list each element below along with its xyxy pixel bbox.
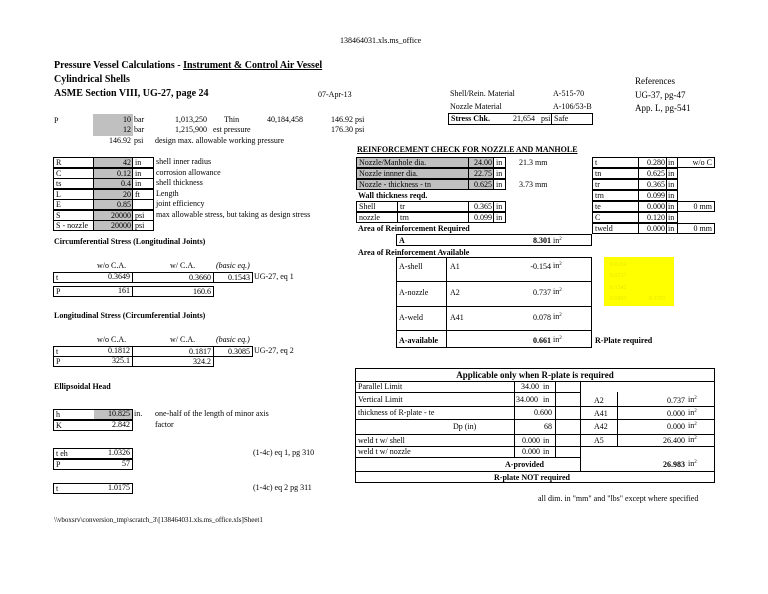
te-value: 0.600: [534, 408, 552, 417]
param-description: max allowable stress, but taking as design stress: [156, 210, 311, 219]
teh-row: t eh: [53, 448, 133, 459]
yellow-text-1: 0.0154: [610, 262, 627, 268]
stress-check-status: Safe: [554, 114, 569, 123]
circ-t-basic: 0.1543: [213, 272, 253, 283]
param-unit: in: [132, 178, 154, 189]
shell-tr-label: tr: [397, 201, 469, 212]
rp-a41-label: A41: [594, 409, 608, 418]
circumferential-title: Circumferential Stress (Longitudinal Joints): [54, 237, 206, 246]
nozzle-thk-mm: 3.73 mm: [519, 180, 548, 189]
page-title: [54, 61, 322, 71]
param-value: 20: [93, 189, 133, 200]
param-label: S: [53, 210, 94, 221]
basic-eq-header: (basic eq.): [216, 261, 250, 270]
h-unit: in.: [134, 409, 143, 418]
rp-a42-unit: $in^2$: [688, 421, 697, 430]
right-param-value: 0.625: [638, 168, 667, 179]
long-p-label: P: [53, 356, 133, 367]
file-header: 138464031.xls.ms_office: [340, 36, 422, 45]
rp-a41-value: 0.000: [667, 409, 685, 418]
shell-material-label: Shell/Rein. Material: [450, 89, 515, 98]
nozzle-inner-value: 22.75: [468, 168, 494, 179]
circ-p-label: P: [53, 286, 133, 297]
nozzle-material: A-106/53-B: [553, 102, 592, 111]
teh-equation: (1-4c) eq 1, pg 310: [253, 448, 315, 457]
right-param-unit: in: [666, 157, 678, 168]
value-4: 146.92 psi: [331, 115, 365, 124]
psi-unit: psi: [134, 136, 144, 145]
ph-value: 57: [122, 459, 130, 468]
area-required-box: [396, 234, 592, 246]
rp-a2-label: A2: [594, 396, 604, 405]
param-label: R: [53, 157, 94, 168]
value-2: 40,184,458: [267, 115, 303, 124]
param-description: joint efficiency: [156, 199, 205, 208]
p-label: P: [54, 116, 59, 125]
divider: [396, 306, 592, 307]
param-value: 0.85: [93, 199, 133, 210]
right-param-value: 0.120: [638, 212, 667, 223]
nozzle-material-label: Nozzle Material: [450, 102, 502, 111]
divider: [551, 113, 552, 125]
reinforcement-title: REINFORCEMENT CHECK FOR NOZZLE AND MANHOLE: [357, 145, 578, 154]
p-description: design max. allowable working pressure: [155, 136, 285, 145]
right-param-unit: in: [666, 190, 678, 201]
yellow-text-4: 0.0493: [610, 296, 627, 302]
parallel-limit-value: 34.00: [521, 382, 539, 391]
divider: [355, 434, 715, 435]
a41-value: 0.078: [533, 313, 551, 322]
t2-row: t: [53, 483, 133, 494]
rp-a5-unit: $in^2$: [688, 435, 697, 444]
param-description: shell inner radius: [156, 157, 212, 166]
param-unit: in: [132, 168, 154, 179]
param-label: ts: [53, 178, 94, 189]
divider: [396, 281, 592, 282]
long-t-wo-value: 0.1812: [108, 346, 130, 355]
est-pressure-label: est pressure: [213, 125, 251, 134]
a1-value: -0.154: [530, 262, 551, 271]
nozzle-label: nozzle: [356, 212, 398, 223]
parallel-limit-label: Parallel Limit: [358, 382, 403, 391]
nozzle-dia-value: 24.00: [468, 157, 494, 168]
param-value: 0.4: [93, 178, 133, 189]
subtitle: Cylindrical Shells: [54, 74, 130, 85]
shell-tr-unit: in: [493, 201, 506, 212]
right-param-extra: 0 mm: [677, 223, 715, 234]
nozzle-thk-label: Nozzle - thickness - tn: [356, 179, 469, 190]
a-shell-label: A-shell: [399, 262, 423, 271]
weld-nozzle-label: weld t w/ nozzle: [358, 447, 411, 456]
a-unit: $in^2$: [553, 236, 562, 245]
right-param-unit: in: [666, 168, 678, 179]
right-param-unit: in: [666, 201, 678, 212]
long-t-w: 0.1817: [132, 346, 214, 357]
parallel-limit-unit: in: [543, 382, 550, 391]
a-provided-unit: $in^2$: [688, 459, 697, 468]
rp-a2-unit: $in^2$: [688, 395, 697, 404]
area-available-label: Area of Reinforcement Available: [358, 248, 470, 257]
nozzle-dia-label: Nozzle/Manhole dia.: [356, 157, 469, 168]
a-available-value: 0.661: [533, 336, 551, 345]
k-value: 2.842: [112, 420, 130, 429]
nozzle-trn-value: 0.099: [468, 212, 494, 223]
param-unit: in: [132, 157, 154, 168]
yellow-text-2: 0.0717: [610, 273, 627, 279]
a2-unit: $in^2$: [553, 287, 562, 296]
param-label: E: [53, 199, 94, 210]
param-label: L: [53, 189, 94, 200]
right-param-unit: in: [666, 212, 678, 223]
right-param-value: 0.365: [638, 179, 667, 190]
h-value: 10.825: [108, 409, 130, 418]
rp-a41-unit: $in^2$: [688, 408, 697, 417]
k-row: K: [53, 420, 133, 431]
right-param-label: tr: [592, 179, 639, 190]
long-basic-eq-header: (basic eq.): [216, 335, 250, 344]
weld-shell-value: 0.000: [522, 436, 540, 445]
w-ca-header: w/ C.A.: [170, 261, 196, 270]
right-param-label: tn: [592, 168, 639, 179]
nozzle-inner-label: Nozzle innner dia.: [356, 168, 469, 179]
param-unit: [132, 199, 154, 210]
rp-a42-value: 0.000: [667, 422, 685, 431]
divider: [396, 330, 592, 331]
thin-label: Thin: [224, 115, 240, 124]
nozzle-thk-unit: in: [493, 179, 506, 190]
reference-2: App. L, pg-541: [635, 103, 691, 113]
teh-value: 1.0326: [108, 448, 130, 457]
a2-label: A2: [450, 288, 460, 297]
long-t-basic: 0.3085: [213, 346, 253, 357]
divider: [514, 381, 515, 457]
divider: [355, 419, 715, 420]
param-value: 20000: [93, 220, 133, 231]
right-param-extra: 0 mm: [677, 201, 715, 212]
divider: [446, 257, 447, 348]
param-label: C: [53, 168, 94, 179]
vertical-limit-value: 34.000: [516, 395, 538, 404]
dp-value: 68: [544, 422, 552, 431]
shell-tr-value: 0.365: [468, 201, 494, 212]
shell-label: Shell: [356, 201, 398, 212]
bar-unit-2: bar: [134, 125, 145, 134]
rp-a5-label: A5: [594, 436, 604, 445]
param-description: corrosion allowance: [156, 168, 221, 177]
param-description: Length: [156, 189, 179, 198]
divider: [355, 392, 580, 393]
vertical-limit-unit: in: [543, 395, 550, 404]
te-label: thickness of R-plate - te: [358, 408, 435, 417]
a-weld-label: A-weld: [399, 313, 423, 322]
nozzle-dia-mm: 21.3 mm: [519, 158, 548, 167]
t2-equation: (1-4c) eq 2 pg 311: [253, 483, 312, 492]
weld-shell-unit: in: [543, 436, 550, 445]
divider: [355, 471, 715, 472]
right-param-value: 0.000: [638, 223, 667, 234]
p-bar-2: 12: [123, 125, 131, 134]
circ-t-label: t: [53, 272, 133, 283]
nozzle-thk-value: 0.625: [468, 179, 494, 190]
shell-material: A-515-70: [553, 89, 585, 98]
a-available-unit: $in^2$: [553, 335, 562, 344]
a-value: 8.301: [533, 236, 551, 245]
ph-row: P: [53, 459, 133, 470]
a1-label: A1: [450, 262, 460, 271]
t2-value: 1.0175: [108, 483, 130, 492]
divider: [355, 457, 580, 458]
right-param-value: 0.280: [638, 157, 667, 168]
value-3: 1,215,900: [175, 125, 207, 134]
reference-1: UG-37, pg-47: [635, 90, 686, 100]
wo-ca-header: w/o C.A.: [97, 261, 127, 270]
references-label: References: [635, 76, 675, 86]
right-param-label: C: [592, 212, 639, 223]
right-param-label: te: [592, 201, 639, 212]
stress-check-value: 21,654: [513, 114, 535, 123]
wall-thickness-label: Wall thickness reqd.: [358, 191, 428, 200]
rp-a2-value: 0.737: [667, 396, 685, 405]
p-bar-1: 10: [123, 115, 131, 124]
weld-shell-label: weld t w/ shell: [358, 436, 405, 445]
a2-value: 0.737: [533, 288, 551, 297]
a41-unit: $in^2$: [553, 312, 562, 321]
yellow-text-3: 0.1542: [610, 285, 627, 291]
nozzle-trn-label: trn: [397, 212, 469, 223]
divider: [355, 406, 715, 407]
long-p-wo-value: 325.1: [112, 356, 130, 365]
a-nozzle-label: A-nozzle: [399, 288, 429, 297]
p-psi: 146.92: [109, 136, 131, 145]
code-reference: ASME Section VIII, UG-27, page 24: [54, 88, 209, 99]
footnote: all dim. in "mm" and "lbs" except where specified: [538, 494, 699, 503]
footer-path: \\vboxsrv\conversion_tmp\scratch_3\[138464031.xls.ms_office.xls]Sheet1: [54, 516, 263, 524]
a-provided-label: A-provided: [505, 460, 544, 469]
divider: [580, 381, 581, 471]
right-param-label: trn: [592, 190, 639, 201]
title-vessel: Instrument & Control Air Vessel: [183, 60, 323, 71]
a-available-label: A-available: [399, 336, 439, 345]
h-description: one-half of the length of minor axis: [155, 409, 269, 418]
rplate-not-required: R-plate NOT required: [494, 473, 571, 482]
vertical-limit-label: Vertical Limit: [358, 395, 403, 404]
value-5: 176.30 psi: [331, 125, 365, 134]
yellow-text-5: 0.3701: [649, 296, 666, 302]
param-description: shell thickness: [156, 178, 203, 187]
nozzle-dia-unit: in: [493, 157, 506, 168]
date: 07-Apr-13: [318, 90, 352, 99]
param-unit: ft: [132, 189, 154, 200]
rplate-required: R-Plate required: [595, 336, 653, 345]
value-1: 1,013,250: [175, 115, 207, 124]
weld-nozzle-unit: in: [543, 447, 550, 456]
nozzle-trn-unit: in: [493, 212, 506, 223]
param-value: 0.12: [93, 168, 133, 179]
circ-p-wo-value: 161: [118, 286, 130, 295]
a1-unit: $in^2$: [553, 261, 562, 270]
divider: [555, 381, 556, 457]
divider: [617, 392, 618, 446]
area-required-label: Area of Reinforcement Required: [358, 224, 470, 233]
circ-t-wo: 0.3660: [132, 272, 214, 283]
right-param-unit: in: [666, 223, 678, 234]
param-label: S - nozzle: [53, 220, 94, 231]
bar-unit-1: bar: [134, 115, 145, 124]
param-unit: psi: [132, 220, 154, 231]
long-eq: UG-27, eq 2: [254, 346, 294, 355]
nozzle-inner-unit: in: [493, 168, 506, 179]
a-provided-value: 26.983: [663, 460, 685, 469]
longitudinal-title: Longitudinal Stress (Circumferential Joints): [54, 311, 206, 320]
weld-nozzle-value: 0.000: [522, 447, 540, 456]
param-unit: psi: [132, 210, 154, 221]
rp-a5-value: 26.400: [663, 436, 685, 445]
long-p-w: 324.2: [132, 356, 214, 367]
right-param-label: t: [592, 157, 639, 168]
h-row: h: [53, 409, 133, 420]
rplate-title: Applicable only when R-plate is required: [456, 370, 614, 380]
a41-label: A41: [450, 313, 464, 322]
right-param-value: 0.000: [638, 201, 667, 212]
circ-eq: UG-27, eq 1: [254, 272, 294, 281]
circ-p-w: 160.6: [132, 286, 214, 297]
ellipsoidal-title: Ellipsoidal Head: [54, 382, 111, 391]
long-w-ca-header: w/ C.A.: [170, 335, 196, 344]
stress-check-unit: psi: [541, 114, 551, 123]
circ-t-wo-value: 0.3649: [108, 272, 130, 281]
right-param-value: 0.099: [638, 190, 667, 201]
right-param-label: tweld: [592, 223, 639, 234]
area-available-box: [396, 257, 592, 348]
right-param-unit: in: [666, 179, 678, 190]
long-t-label: t: [53, 346, 133, 357]
param-value: 20000: [93, 210, 133, 221]
rp-a42-label: A42: [594, 422, 608, 431]
k-description: factor: [155, 420, 174, 429]
long-wo-ca-header: w/o C.A.: [97, 335, 127, 344]
right-param-extra: w/o C: [677, 157, 715, 168]
title-prefix: Pressure Vessel Calculations -: [54, 60, 184, 71]
dp-label: Dp (in): [453, 422, 477, 431]
param-value: 42: [93, 157, 133, 168]
stress-check-label: Stress Chk.: [451, 114, 490, 123]
a-label: A: [399, 236, 405, 245]
